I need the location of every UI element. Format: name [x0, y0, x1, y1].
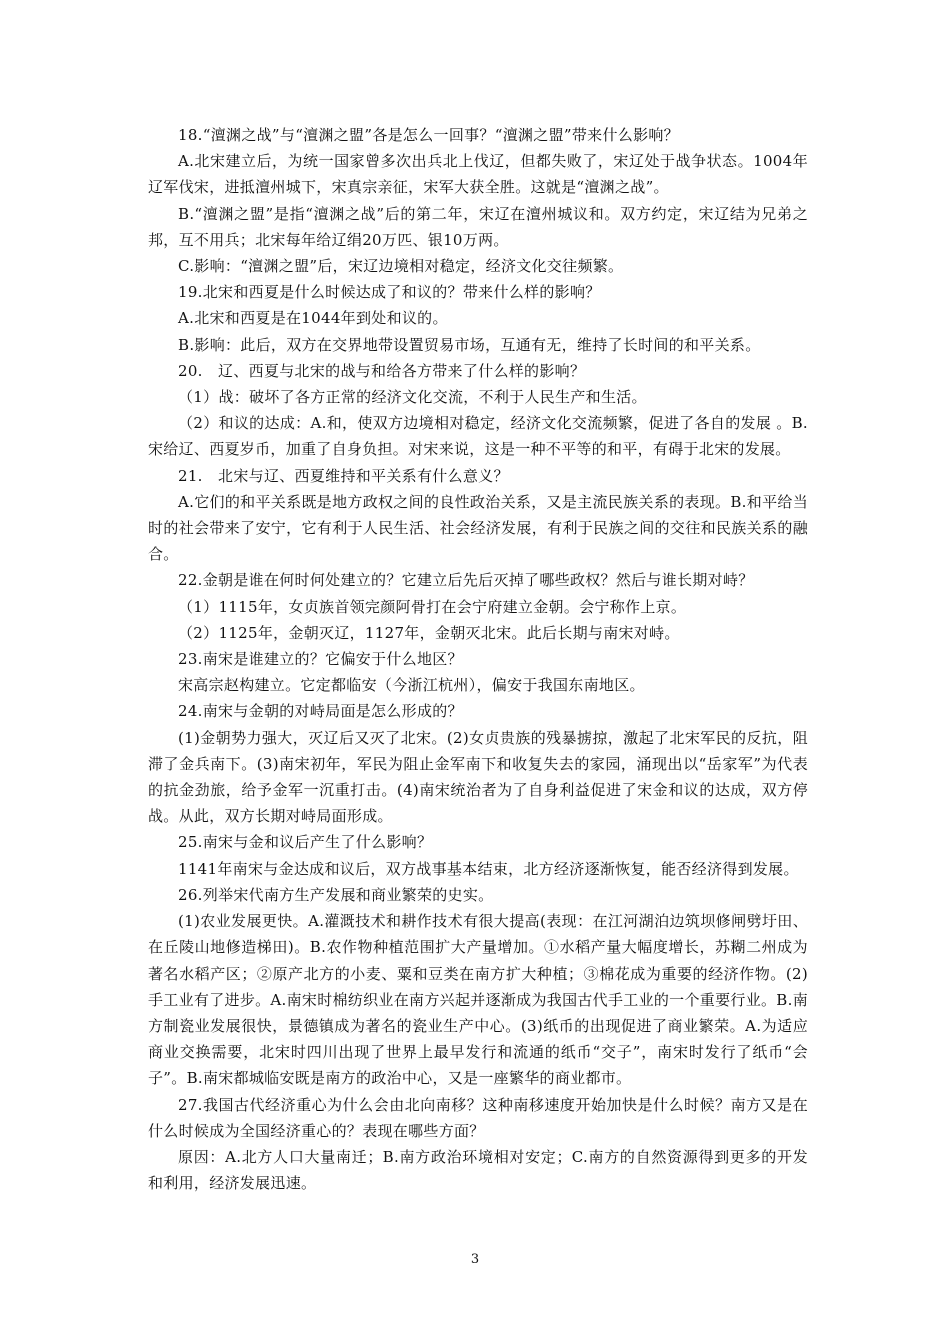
paragraph: 19.北宋和西夏是什么时候达成了和议的？带来什么样的影响？: [178, 283, 601, 302]
paragraph: （2）1125年，金朝灭辽，1127年，金朝灭北宋。此后长期与南宋对峙。: [178, 623, 680, 642]
paragraph: 25.南宋与金和议后产生了什么影响？: [178, 833, 433, 852]
document-body: [148, 122, 808, 1196]
paragraph: （1）战：破坏了各方正常的经济文化交流，不利于人民生产和生活。: [178, 388, 647, 407]
paragraph: 26.列举宋代南方生产发展和商业繁荣的史实。: [178, 885, 494, 904]
paragraph: 22.金朝是谁在何时何处建立的？它建立后先后灭掉了哪些政权？然后与谁长期对峙？: [178, 571, 754, 590]
paragraph: 20. 辽、西夏与北宋的战与和给各方带来了什么样的影响？: [178, 361, 586, 380]
paragraph: A.北宋和西夏是在1044年到处和议的。: [178, 309, 448, 328]
paragraph: （1）1115年，女贞族首领完颜阿骨打在会宁府建立金朝。会宁称作上京。: [178, 597, 687, 616]
paragraph: （2）和议的达成：A.和，使双方边境相对稳定，经济文化交流频繁，促进了各自的发展 。B.宋给辽、西夏岁币，加重了自身负担。对宋来说，这是一种不平等的和平，有碍于北宋的发展。: [148, 414, 808, 459]
paragraph: C.影响：“澶渊之盟”后，宋辽边境相对稳定，经济文化交往频繁。: [178, 257, 624, 276]
paragraph: 24.南宋与金朝的对峙局面是怎么形成的？: [178, 702, 463, 721]
paragraph: 23.南宋是谁建立的？它偏安于什么地区？: [178, 650, 463, 669]
paragraph: A.北宋建立后，为统一国家曾多次出兵北上伐辽，但都失败了，宋辽处于战争状态。1004年辽军伐宋，进抵澶州城下，宋真宗亲征，宋军大获全胜。这就是“澶渊之战”。: [148, 152, 808, 197]
page-number: 3: [470, 1252, 480, 1267]
paragraph: 27.我国古代经济重心为什么会由北向南移？这种南移速度开始加快是什么时候？南方又是在什么时候成为全国经济重心的？表现在哪些方面？: [148, 1095, 808, 1140]
paragraph: 18.“澶渊之战”与“澶渊之盟”各是怎么一回事？“澶渊之盟”带来什么影响？: [178, 126, 679, 144]
paragraph: A.它们的和平关系既是地方政权之间的良性政治关系，又是主流民族关系的表现。B.和平给当时的社会带来了安宁，它有利于人民生活、社会经济发展，有利于民族之间的交往和民族关系的融合。: [148, 492, 808, 564]
paragraph: (1)金朝势力强大，灭辽后又灭了北宋。(2)女贞贵族的残暴掳掠，激起了北宋军民的反抗，阻滞了金兵南下。(3)南宋初年，军民为阻止金军南下和收复失去的家园，涌现出以“岳家军”为代表的抗金劲旅，给予金军一沉重打击。(4)南宋统治者为了自身利益促进了宋金和议的达成，双方停战。从此，双方长期对峙局面形成。: [148, 728, 808, 826]
paragraph: 1141年南宋与金达成和议后，双方战事基本结束，北方经济逐渐恢复，能否经济得到发展。: [178, 859, 799, 878]
paragraph: (1)农业发展更快。A.灌溉技术和耕作技术有很大提高(表现：在江河湖泊边筑坝修闸劈圩田、在丘陵山地修造梯田)。B.农作物种植范围扩大产量增加。①水稻产量大幅度增长，苏糊二州成为著名水稻产区；②原产北方的小麦、粟和豆类在南方扩大种植；③棉花成为重要的经济作物。(2)手工业有了进步。A.南宋时棉纺织业在南方兴起并逐渐成为我国古代手工业的一个重要行业。B.南方制瓷业发展很快，景德镇成为著名的瓷业生产中心。(3)纸币的出现促进了商业繁荣。A.为适应商业交换需要，北宋时四川出现了世界上最早发行和流通的纸币“交子”，南宋时发行了纸币“会子”。B.南宋都城临安既是南方的政治中心，又是一座繁华的商业都市。: [148, 912, 808, 1088]
paragraph: B.“澶渊之盟”是指“澶渊之战”后的第二年，宋辽在澶州城议和。双方约定，宋辽结为兄弟之邦，互不用兵；北宋每年给辽绢20万匹、银10万两。: [148, 204, 808, 249]
paragraph: 21. 北宋与辽、西夏维持和平关系有什么意义？: [178, 466, 509, 485]
paragraph: 原因：A.北方人口大量南迁；B.南方政治环境相对安定；C.南方的自然资源得到更多的开发和利用，经济发展迅速。: [148, 1147, 808, 1193]
paragraph: B.影响：此后，双方在交界地带设置贸易市场，互通有无，维持了长时间的和平关系。: [178, 335, 761, 354]
paragraph: 宋高宗赵构建立。它定都临安（今浙江杭州），偏安于我国东南地区。: [178, 676, 645, 695]
